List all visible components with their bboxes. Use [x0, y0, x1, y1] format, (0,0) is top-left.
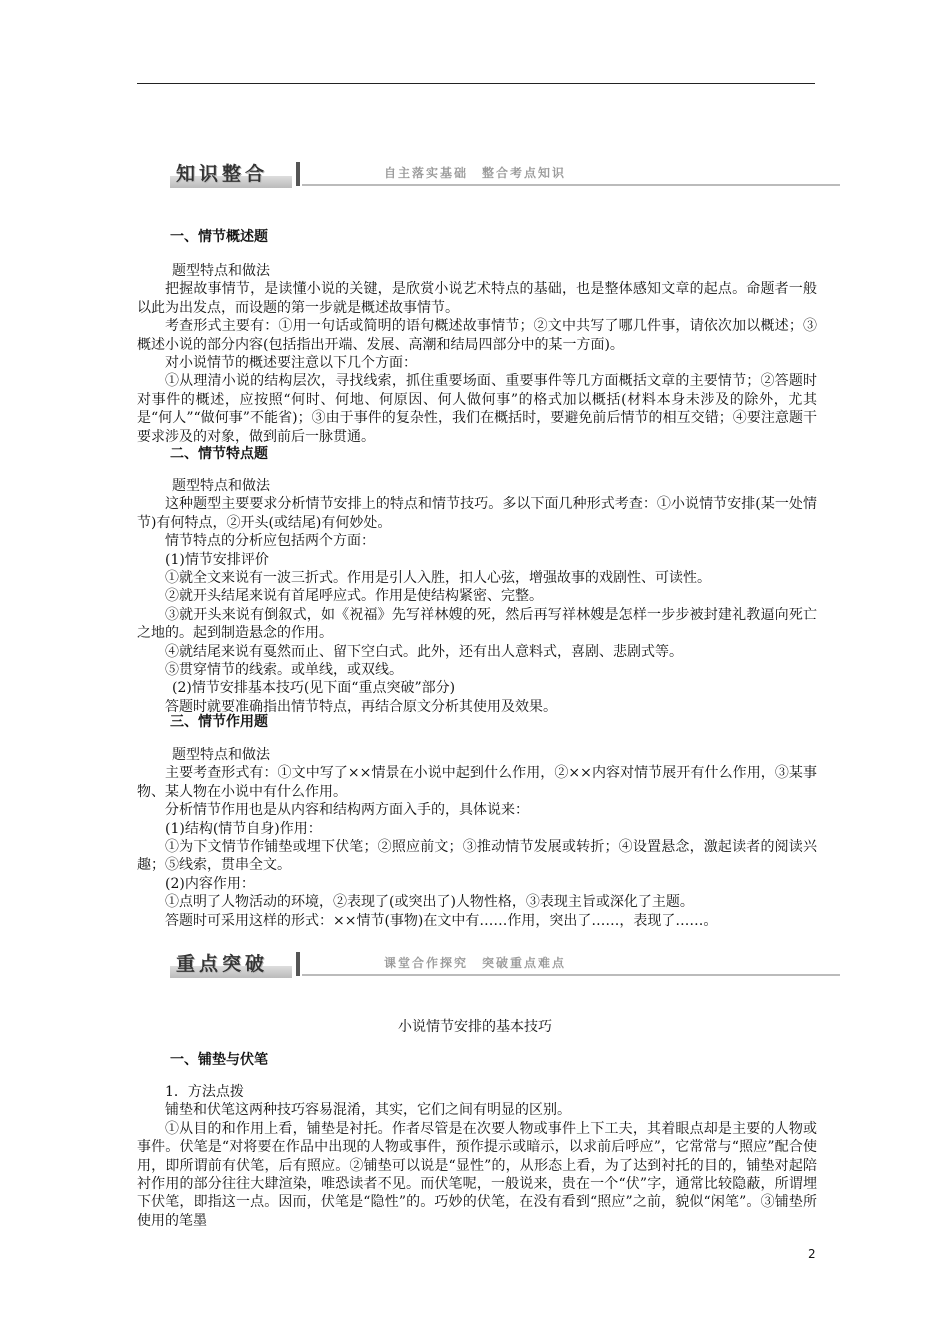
paragraph: 把握故事情节，是读懂小说的关键，是欣赏小说艺术特点的基础，也是整体感知文章的起点。命题者一般以此为出发点，而设题的第一步就是概述故事情节。 [137, 281, 817, 316]
section-heading: 三、情节作用题 [170, 714, 268, 730]
section-heading: 一、情节概述题 [170, 229, 268, 245]
section-heading: 一、铺垫与伏笔 [170, 1052, 268, 1068]
banner-subtitle: 自主落实基础 整合考点知识 [384, 166, 567, 180]
paragraph: ③就开头来说有倒叙式，如《祝福》先写祥林嫂的死，然后再写祥林嫂是怎样一步步被封建礼教逼向死亡之地的。起到制造悬念的作用。 [137, 606, 817, 642]
paragraph: 分析情节作用也是从内容和结构两方面入手的，具体说来： [165, 802, 529, 819]
banner-subtitle: 课堂合作探究 突破重点难点 [384, 956, 567, 970]
paragraph: 题型特点和做法 [172, 478, 270, 494]
paragraph: (2)内容作用： [165, 875, 255, 892]
paragraph: 这种题型主要要求分析情节安排上的特点和情节技巧。多以下面几种形式考查：①小说情节安排(某一处情节)有何特点，②开头(或结尾)有何妙处。 [137, 496, 817, 531]
section-body [137, 262, 817, 446]
paragraph: ②就开头结尾来说有首尾呼应式。作用是使结构紧密、完整。 [165, 588, 543, 605]
section-heading: 二、情节特点题 [170, 446, 268, 462]
paragraph: ⑤贯穿情节的线索。或单线，或双线。 [165, 662, 403, 679]
paragraph: (1)结构(情节自身)作用： [165, 820, 322, 837]
paragraph: 主要考查形式有：①文中写了××情景在小说中起到什么作用，②××内容对情节展开有什么作用，③某事物、某人物在小说中有什么作用。 [137, 765, 817, 800]
section-banner-key-points [170, 952, 840, 978]
section-body [137, 746, 817, 930]
header-rule [137, 83, 815, 84]
paragraph: ①点明了人物活动的环境，②表现了(或突出了)人物性格，③表现主旨或深化了主题。 [165, 894, 694, 911]
paragraph: 铺垫和伏笔这两种技巧容易混淆，其实，它们之间有明显的区别。 [165, 1102, 571, 1119]
section-body [137, 477, 817, 716]
paragraph: (2)情节安排基本技巧(见下面“重点突破”部分) [172, 680, 456, 697]
topic-title: 小说情节安排的基本技巧 [398, 1019, 552, 1035]
paragraph: 题型特点和做法 [172, 747, 270, 763]
paragraph: 答题时可采用这样的形式：××情节(事物)在文中有……作用，突出了……，表现了……。 [165, 912, 718, 929]
paragraph: 对小说情节的概述要注意以下几个方面： [165, 355, 417, 372]
paragraph: 情节特点的分析应包括两个方面： [165, 533, 375, 550]
paragraph: 答题时就要准确指出情节特点，再结合原文分析其使用及效果。 [165, 698, 557, 715]
paragraph: ④就结尾来说有戛然而止、留下空白式。此外，还有出人意料式，喜剧、悲剧式等。 [165, 643, 683, 660]
paragraph: ①就全文来说有一波三折式。作用是引人入胜，扣人心弦，增强故事的戏剧性、可读性。 [165, 570, 711, 587]
section-banner-knowledge [170, 162, 840, 188]
banner-underline [302, 974, 840, 976]
paragraph: ①从理清小说的结构层次，寻找线索，抓住重要场面、重要事件等几方面概括文章的主要情节；②答题时对事件的概述，应按照“何时、何地、何原因、何人做何事”的格式加以概括(材料本身未涉及的除外，尤其是“何人”“做何事”不能省)；③由于事件的复杂性，我们在概括时，要避免前后情节的相互交错；④要注意题干要求涉及的对象，做到前后一脉贯通。 [137, 373, 817, 445]
page-number: 2 [808, 1247, 816, 1261]
paragraph: 考查形式主要有：①用一句话或简明的语句概述故事情节；②文中共写了哪几件事，请依次加以概述；③概述小说的部分内容(包括指出开端、发展、高潮和结局四部分中的某一方面)。 [137, 318, 817, 353]
paragraph: 1．方法点拨 [165, 1084, 244, 1100]
section-body [137, 1083, 817, 1230]
paragraph: ①从目的和作用上看，铺垫是衬托。作者尽管是在次要人物或事件上下工夫，其着眼点却是主要的人物或事件。伏笔是“对将要在作品中出现的人物或事件，预作提示或暗示，以求前后呼应”，它常常与“照应”配合使用，即所谓前有伏笔，后有照应。②铺垫可以说是“显性”的，从形态上看，为了达到衬托的目的，铺垫对起陪衬作用的部分往往大肆渲染，唯恐读者不见。而伏笔呢，一般说来，贵在一个“伏”字，通常比较隐蔽，所谓埋下伏笔，即指这一点。因而，伏笔是“隐性”的。巧妙的伏笔，在没有看到“照应”之前，貌似“闲笔”。③铺垫所使用的笔墨 [137, 1120, 817, 1229]
banner-divider [296, 162, 300, 186]
banner-title: 重点突破 [176, 953, 269, 975]
paragraph: 题型特点和做法 [172, 263, 270, 279]
banner-underline [302, 184, 840, 186]
banner-divider [296, 952, 300, 976]
banner-title: 知识整合 [176, 163, 269, 185]
paragraph: (1)情节安排评价 [165, 551, 269, 568]
paragraph: ①为下文情节作铺垫或埋下伏笔；②照应前文；③推动情节发展或转折；④设置悬念，激起读者的阅读兴趣；⑤线索，贯串全文。 [137, 839, 817, 874]
